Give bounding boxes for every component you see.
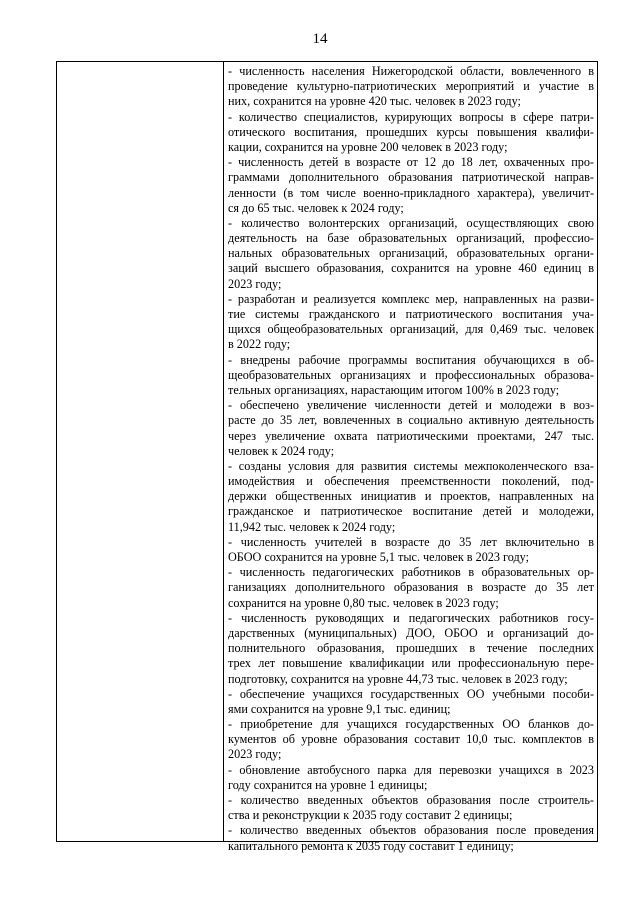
text-line: - количество введенных объектов образования после проведения [228,823,594,838]
text-line: деятельность на базе образовательных организаций, профессио- [228,231,594,246]
text-line: щеобразовательных организациях и профессиональных образова- [228,367,594,382]
text-line: в 2022 году; [228,337,291,352]
text-line: ленности (в том числе военно-прикладного характера), увеличит- [228,185,594,200]
text-line: кации, сохранится на уровне 200 человек в 2023 году; [228,139,508,154]
text-line: щихся общеобразовательных организаций, для 0,469 тыс. человек [228,322,594,337]
text-line: - численность населения Нижегородской области, вовлеченного в [228,64,594,78]
text-line: тие системы гражданского и патриотического воспитания уча- [228,307,594,321]
text-line: человек к 2024 году; [228,443,335,458]
text-line: - численность педагогических работников в образовательных ор- [228,565,594,580]
text-line: - численность руководящих и педагогических работников госу- [228,610,594,625]
table-left-column [57,62,224,841]
text-line: - внедрены рабочие программы воспитания обучающихся в об- [228,352,594,367]
text-line: году сохранится на уровне 1 единицы; [228,777,428,792]
text-line: 2023 году; [228,747,282,762]
text-line: ства и реконструкции к 2035 году составит 2 единицы; [228,808,513,823]
text-line: - созданы условия для развития системы межпоколенческого вза- [228,458,594,473]
text-line: расте до 35 лет, вовлеченных в социально активную деятельность [228,413,594,428]
text-line: граммами дополнительного образования патриотической направ- [228,170,594,185]
text-line: трех лет повышение квалификации или профессиональную пере- [228,656,594,671]
text-line: ОБОО сохранится на уровне 5,1 тыс. человек в 2023 году; [228,550,529,564]
table-text-cell [224,62,597,853]
text-line: ся до 65 тыс. человек к 2024 году; [228,200,404,215]
text-line: имодействия и обеспечения преемственности поколений, под- [228,474,594,489]
text-line: ями сохранится на уровне 9,1 тыс. единиц; [228,701,451,716]
text-line: проведение культурно-патриотических мероприятий и участие в [228,79,594,94]
text-line: - количество волонтерских организаций, осуществляющих свою [228,215,594,230]
text-line: - обеспечено увеличение численности детей и молодежи в воз- [228,398,594,413]
text-line: - обеспечение учащихся государственных ОО учебными пособи- [228,686,594,701]
text-line: через увеличение охвата патриотическими проектами, 247 тыс. [228,428,594,443]
text-line: 11,942 тыс. человек к 2024 году; [228,519,396,534]
text-line: заций высшего образования, сохранится на уровне 460 единиц в [228,261,594,276]
text-line: - численность учителей в возрасте до 35 лет включительно в [228,534,594,549]
text-line: - численность детей в возрасте от 12 до 18 лет, охваченных про- [228,155,594,170]
results-table [56,61,598,853]
text-line: сохранится на уровне 0,80 тыс. человек в 2023 году; [228,595,499,610]
text-line: кументов об уровне образования составит 10,0 тыс. комплектов в [228,732,594,747]
text-line: - разработан и реализуется комплекс мер, направленных на разви- [228,291,594,306]
page-number: 14 [312,31,328,47]
text-line: нальных образовательных организаций, образовательных органи- [228,246,594,261]
text-line: - приобретение для учащихся государственных ОО бланков до- [228,717,594,732]
text-line: 2023 году; [228,276,282,291]
text-line: держки общественных инициатив и проектов, направленных на [228,489,594,504]
text-line: них, сохранится на уровне 420 тыс. человек в 2023 году; [228,94,521,109]
text-line: капитального ремонта к 2035 году составит 1 единицу; [228,838,514,853]
text-line: дарственных (муниципальных) ДОО, ОБОО и организаций до- [228,625,594,640]
text-line: подготовку, сохранится на уровне 44,73 тыс. человек в 2023 году; [228,671,568,686]
text-line: - количество специалистов, курирующих вопросы в сфере патри- [228,109,594,124]
text-line: отического воспитания, прошедших курсы повышения квалифи- [228,124,594,139]
text-line: тельных организациях, нарастающим итогом 100% в 2023 году; [228,382,560,397]
text-line: - обновление автобусного парка для перевозки учащихся в 2023 [228,762,594,777]
text-line: гражданское и патриотическое воспитание детей и молодежи, [228,504,594,519]
text-line: ганизациях дополнительного образования в возрасте до 35 лет [228,580,594,595]
text-line: полнительного образования, прошедших в течение последних [228,641,594,656]
text-line: - количество введенных объектов образования после строитель- [228,793,594,807]
